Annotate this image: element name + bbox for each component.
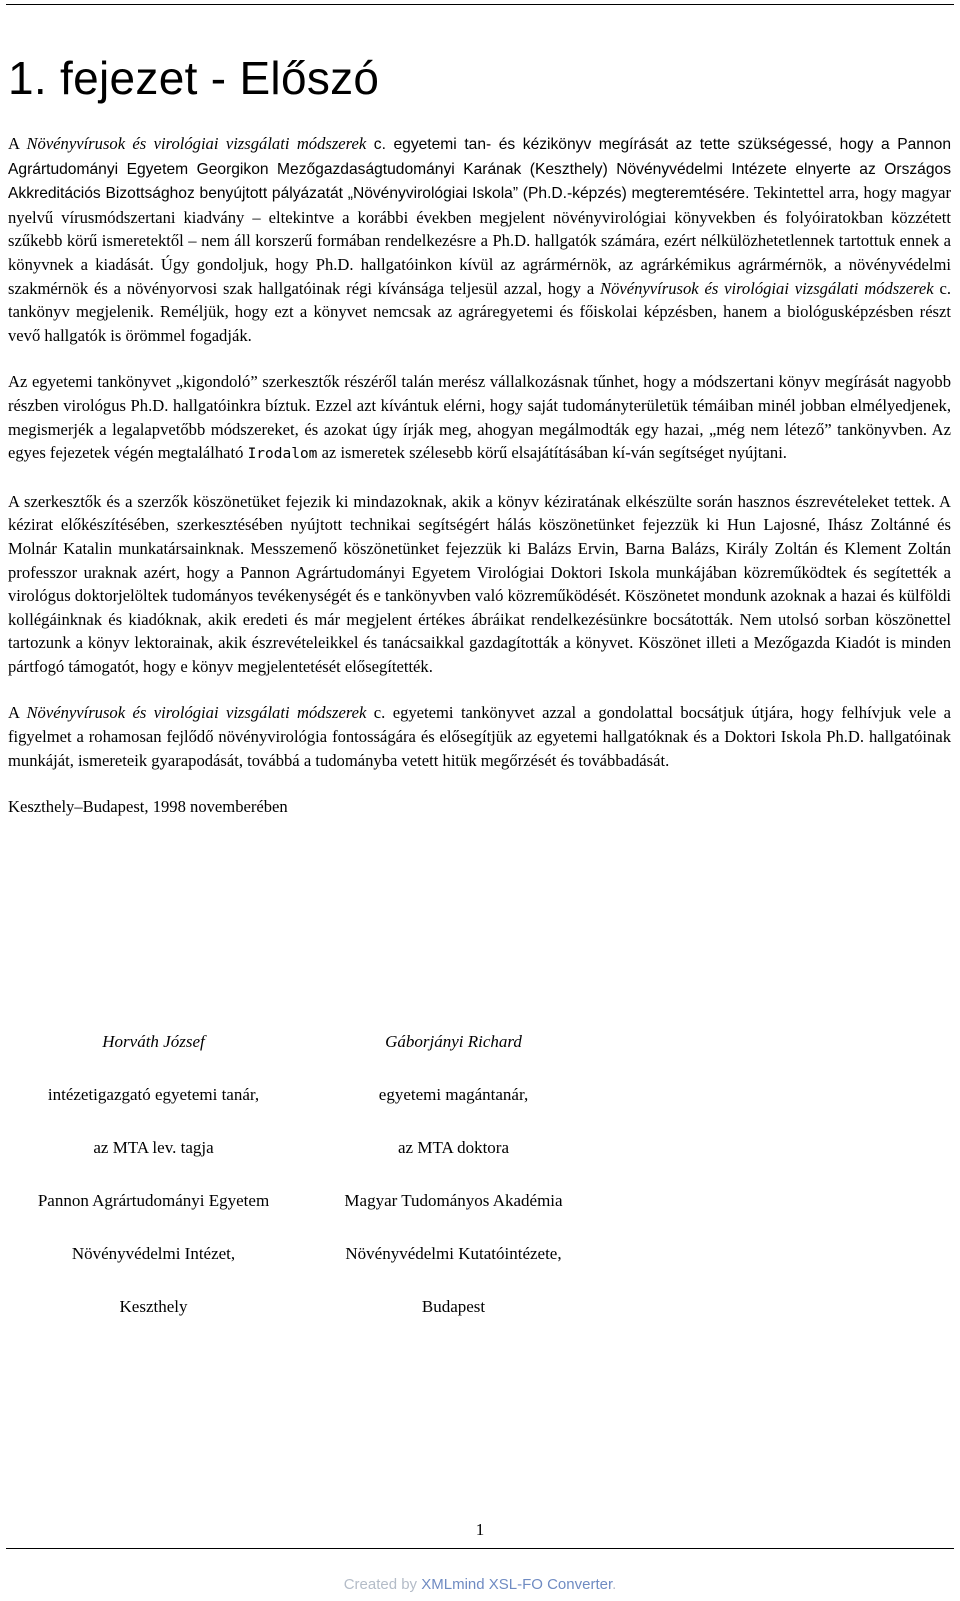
top-rule xyxy=(6,4,954,5)
generator-credit: Created by XMLmind XSL-FO Converter. xyxy=(343,1576,617,1593)
book-title-italic: Növényvírusok és virológiai vizsgálati módszerek xyxy=(600,278,934,298)
page-title: 1. fejezet - Előszó xyxy=(8,52,380,104)
signatory-left-institution: Pannon Agrártudományi Egyetem xyxy=(37,1191,270,1210)
bottom-rule xyxy=(6,1548,954,1549)
signature-row-name xyxy=(8,1030,608,1054)
signatory-right-title: egyetemi magántanár, xyxy=(378,1085,529,1104)
signatory-left-name: Horváth József xyxy=(102,1032,205,1051)
book-title-italic: Növényvírusok és virológiai vizsgálati módszerek xyxy=(26,703,367,723)
preface-body xyxy=(8,132,951,842)
signature-row-department xyxy=(8,1242,608,1266)
signatory-right-institution: Magyar Tudományos Akadémia xyxy=(344,1191,563,1210)
generator-link[interactable]: XMLmind XSL-FO Converter xyxy=(421,1576,613,1593)
paragraph-4: A Növényvírusok és virológiai vizsgálati módszerek c. egyetemi tankönyvet azzal a gondolattal bocsátjuk útjára, hogy felhívjuk vele a figyelmet a rohamosan fejlődő növényvirológia fontosságára és elősegítjük az egyetemi hallgatóknak és a Doktori Iskola Ph.D. hallgatóinak munkáját, ismereteik gyarapodását, továbbá a tudományba vetett hitük megőrzését és továbbadását. xyxy=(8,703,952,770)
signatory-left-title: intézetigazgató egyetemi tanár, xyxy=(47,1085,260,1104)
paragraph-3: A szerkesztők és a szerzők köszönetüket fejezik ki mindazoknak, akik a könyv kéziratának elkészülte során hasznos észrevételeket tettek. A kézirat előkészítésében, szerkesztésében nyújtott technikai segítségért hálás köszönetünket fejezzük ki Hun Lajosné, Ihász Zoltánné és Molnár Katalin munkatársainknak. Messzemenő köszönetünket fejezzük ki Balázs Ervin, Barna Balázs, Király Zoltán és Klement Zoltán professzor uraknak azért, hogy a Pannon Agrártudományi Egyetem Virológiai Doktori Iskola munkájában közreműködtek és segítették a virológus doktorjelöltek tudományos tevékenységét és e tankönyvben való közreműködését. Köszönetet mondunk azoknak a hazai és külföldi kollégáinknak és kiadóknak, akik eredeti és már megjelent értékes ábráikat rendelkezésünkre bocsátották. Nem utolsó sorban köszönettel tartozunk a könyv lektorainak, akik észrevételeikkel és tanácsaikkal gazdagították a könyvet. Köszönet illeti a Mezőgazda Kiadót is minden pártfogó támogatót, hogy e könyv megjelentetését elősegítették. xyxy=(8,491,951,676)
paragraph-2: Az egyetemi tankönyvet „kigondoló” szerkesztők részéről talán merész vállalkozásnak tűnhet, hogy a módszertani könyv megírását nagyobb részben virológus Ph.D. hallgatóinkra bíztuk. Ezzel azt kívántuk elérni, hogy saját tudományterületük témáiban minél jobban elmélyedjenek, megismerjék a legalapvetőbb módszereket, és azokat úgy írják meg, ahogyan megálmodták egy hazai, „még nem létező” tankönyvben. Az egyes fejezetek végén megtalálható Irodalom az ismeretek szélesebb körű elsajátításában kí-ván segítséget nyújtani. xyxy=(8,372,951,463)
signatory-right-city: Budapest xyxy=(421,1297,486,1316)
book-title-italic: Növényvírusok és virológiai vizsgálati módszerek xyxy=(26,134,367,153)
place-date: Keszthely–Budapest, 1998 novemberében xyxy=(8,797,288,817)
signatory-left-city: Keszthely xyxy=(119,1297,188,1316)
signature-row-institution xyxy=(8,1189,608,1213)
paragraph-1: A Növényvírusok és virológiai vizsgálati módszerek c. egyetemi tan- és kézikönyv megírását az tette szükségessé, hogy a Pannon Agrártudományi Egyetem Georgikon Mezőgazdaságtudományi Karának (Keszthely) Növényvédelmi Intézete elnyerte az Országos Akkreditációs Bizottsághoz benyújtott pályázatát „Növényvirológiai Iskola” (Ph.D.-képzés) megteremtésére. Tekintettel arra, hogy magyar nyelvű vírusmódszertani kiadvány – eltekintve a korábbi években megjelent növényvirológiai könyvekben és folyóiratokban közzétett szűkebb körű ismeretektől – nem áll korszerű formában rendelkezésre a Ph.D. hallgatók számára, ezért nélkülözhetetlennek tartottuk ennek a könyvnek a kiadását. Úgy gondoljuk, hogy Ph.D. hallgatóinkon kívül az agrármérnök, az agrárkémikus agrármérnök, a növényvédelmi szakmérnök és a növényorvosi szak hallgatóinak régi kívánsága teljesül azzal, hogy a Növényvírusok és virológiai vizsgálati módszerek c. tankönyv megjelenik. Reméljük, hogy ezt a könyvet nemcsak az agráregyetemi és főiskolai képzésben, hanem a biológusképzésben részt vevő hallgatók is örömmel fogadják. xyxy=(8,134,952,345)
signature-row-membership xyxy=(8,1136,608,1160)
signatory-right-membership: az MTA doktora xyxy=(398,1138,509,1157)
code-reference: Irodalom xyxy=(247,446,318,463)
signature-row-city xyxy=(8,1295,608,1319)
page-number: 1 xyxy=(475,1520,485,1539)
signature-row-title xyxy=(8,1083,608,1107)
signatory-right-name: Gáborjányi Richard xyxy=(385,1032,522,1051)
signatory-right-department: Növényvédelmi Kutatóintézete, xyxy=(345,1244,562,1263)
signatory-left-department: Növényvédelmi Intézet, xyxy=(71,1244,236,1263)
signature-table xyxy=(8,1030,608,1348)
signatory-left-membership: az MTA lev. tagja xyxy=(93,1138,214,1157)
